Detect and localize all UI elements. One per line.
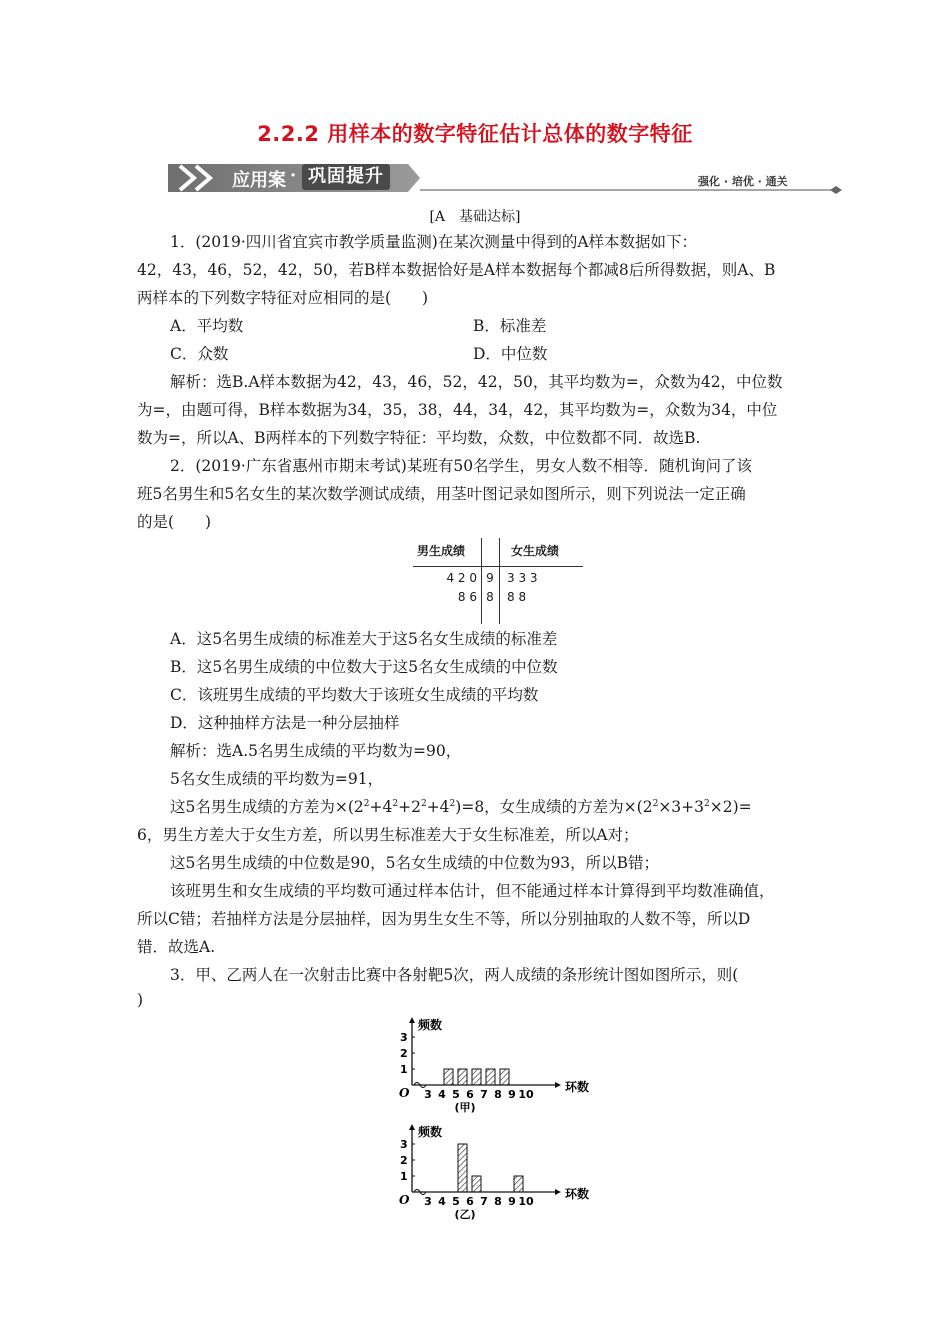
stem-row1-left: 4 2 0 bbox=[446, 571, 477, 585]
chart-title: (乙) bbox=[454, 1208, 476, 1221]
bar-chart-jia bbox=[390, 1015, 610, 1120]
banner-dot: · bbox=[290, 165, 297, 186]
q1-line2: 42，43，46，52，42，50，若B样本数据恰好是A样本数据每个都减8后所得数据，则A、B bbox=[137, 261, 776, 279]
q1-option-c: C．众数 bbox=[170, 345, 229, 363]
y-tick-label: 2 bbox=[400, 1047, 408, 1060]
q2-solution-2: 5名女生成绩的平均数为=91， bbox=[170, 770, 384, 788]
x-tick-label: 10 bbox=[518, 1195, 534, 1208]
q2-line1: 2．(2019·广东省惠州市期末考试)某班有50名学生，男女人数不相等．随机询问了该 bbox=[170, 457, 753, 475]
q2-option-b: B．这5名男生成绩的中位数大于这5名女生成绩的中位数 bbox=[170, 658, 558, 676]
y-axis-arrow bbox=[409, 1124, 415, 1130]
q1-solution-3: 数为=，所以A、B两样本的下列数字特征：平均数，众数，中位数都不同．故选B. bbox=[137, 429, 701, 447]
q2-option-a: A．这5名男生成绩的标准差大于这5名女生成绩的标准差 bbox=[170, 630, 558, 648]
x-axis-arrow bbox=[555, 1189, 561, 1195]
stem-row2-left: 8 6 bbox=[457, 590, 477, 604]
bar bbox=[458, 1144, 467, 1192]
x-tick-label: 7 bbox=[480, 1088, 488, 1101]
x-axis-label: 环数 bbox=[565, 1187, 590, 1201]
q2-solution-5: 这5名男生成绩的中位数是90，5名女生成绩的中位数为93，所以B错； bbox=[170, 854, 660, 872]
x-tick-label: 10 bbox=[518, 1088, 534, 1101]
stem-leaf-table bbox=[413, 538, 583, 624]
y-tick-label: 2 bbox=[400, 1154, 408, 1167]
stem-row1-right: 3 3 3 bbox=[507, 571, 538, 585]
origin-label: O bbox=[399, 1086, 410, 1100]
q1-line3: 两样本的下列数字特征对应相同的是( ) bbox=[137, 289, 429, 307]
x-tick-label: 5 bbox=[452, 1195, 460, 1208]
stem-row1-stem: 9 bbox=[486, 571, 494, 585]
x-tick-label: 9 bbox=[508, 1195, 516, 1208]
x-tick-label: 8 bbox=[494, 1088, 502, 1101]
q2-solution-1: 解析：选A.5名男生成绩的平均数为=90， bbox=[170, 742, 462, 760]
q2-option-d: D．这种抽样方法是一种分层抽样 bbox=[170, 714, 400, 732]
q2-line2: 班5名男生和5名女生的某次数学测试成绩，用茎叶图记录如图所示，则下列说法一定正确 bbox=[137, 485, 746, 503]
bar-chart-yi bbox=[390, 1122, 610, 1222]
q1-option-a: A．平均数 bbox=[170, 317, 244, 335]
stem-table-right-header: 女生成绩 bbox=[511, 544, 560, 558]
x-tick-label: 6 bbox=[466, 1195, 474, 1208]
q3-line2: ) bbox=[137, 991, 144, 1009]
q2-solution-4: 6，男生方差大于女生方差，所以男生标准差大于女生标准差，所以A对； bbox=[137, 826, 639, 844]
q1-solution-2: 为=，由题可得，B样本数据为34，35，38，44，34，42，其平均数为=，众数为34，中位 bbox=[137, 401, 778, 419]
bar bbox=[486, 1069, 495, 1085]
x-tick-label: 3 bbox=[424, 1088, 432, 1101]
stem-row2-stem: 8 bbox=[486, 590, 494, 604]
y-tick-label: 1 bbox=[400, 1063, 408, 1076]
stem-row2-right: 8 8 bbox=[507, 590, 527, 604]
x-axis-label: 环数 bbox=[565, 1080, 590, 1094]
x-tick-label: 9 bbox=[508, 1088, 516, 1101]
q2-solution-8: 错．故选A. bbox=[137, 938, 216, 956]
x-axis-arrow bbox=[555, 1082, 561, 1088]
origin-label: O bbox=[399, 1193, 410, 1207]
stem-table-left-header: 男生成绩 bbox=[417, 544, 466, 558]
banner-label: 应用案 bbox=[232, 170, 286, 191]
chart-title: (甲) bbox=[454, 1101, 476, 1114]
x-tick-label: 8 bbox=[494, 1195, 502, 1208]
x-tick-label: 3 bbox=[424, 1195, 432, 1208]
bar bbox=[444, 1069, 453, 1085]
banner-right-text: 强化 · 培优 · 通关 bbox=[698, 175, 788, 188]
q2-solution-7: 所以C错；若抽样方法是分层抽样，因为男生女生不等，所以分别抽取的人数不等，所以D bbox=[137, 910, 751, 928]
q1-option-b: B．标准差 bbox=[473, 317, 547, 335]
bar bbox=[472, 1176, 481, 1192]
section-banner bbox=[168, 160, 848, 196]
x-tick-label: 7 bbox=[480, 1195, 488, 1208]
bar bbox=[458, 1069, 467, 1085]
x-tick-label: 4 bbox=[438, 1088, 446, 1101]
q1-option-d: D．中位数 bbox=[473, 345, 548, 363]
y-axis-label: 频数 bbox=[418, 1125, 443, 1139]
q2-solution-6: 该班男生和女生成绩的平均数可通过样本估计，但不能通过样本计算得到平均数准确值， bbox=[170, 882, 775, 900]
q1-solution-1: 解析：选B.A样本数据为42，43，46，52，42，50，其平均数为=，众数为42，中位数 bbox=[170, 373, 783, 391]
y-tick-label: 1 bbox=[400, 1170, 408, 1183]
bar bbox=[472, 1069, 481, 1085]
bar bbox=[514, 1176, 523, 1192]
q2-option-c: C．该班男生成绩的平均数大于该班女生成绩的平均数 bbox=[170, 686, 539, 704]
x-tick-label: 4 bbox=[438, 1195, 446, 1208]
stem-table-divider-left bbox=[481, 538, 482, 566]
y-axis-label: 频数 bbox=[418, 1018, 443, 1032]
stem-table-divider-right bbox=[499, 538, 500, 624]
x-tick-label: 6 bbox=[466, 1088, 474, 1101]
y-tick-label: 3 bbox=[400, 1031, 408, 1044]
page-title: 2.2.2 用样本的数字特征估计总体的数字特征 bbox=[257, 122, 693, 146]
stem-table-hline bbox=[413, 566, 583, 567]
y-tick-label: 3 bbox=[400, 1138, 408, 1151]
section-label: [A 基础达标] bbox=[429, 209, 521, 225]
y-axis-arrow bbox=[409, 1017, 415, 1023]
q3-line1: 3．甲、乙两人在一次射击比赛中各射靶5次，两人成绩的条形统计图如图所示，则( bbox=[170, 966, 739, 984]
bar bbox=[500, 1069, 509, 1085]
q2-line3: 的是( ) bbox=[137, 513, 212, 531]
q1-line1: 1．(2019·四川省宜宾市教学质量监测)在某次测量中得到的A样本数据如下： bbox=[170, 233, 698, 251]
banner-subtitle: 巩固提升 bbox=[302, 164, 390, 190]
x-tick-label: 5 bbox=[452, 1088, 460, 1101]
q2-solution-3: 这5名男生成绩的方差为$\times(2^2+4^2+2^2+4^2)=8$，女生成绩的方差为$\times(2^2\times 3+3^2\times 2)=$ bbox=[170, 798, 752, 816]
